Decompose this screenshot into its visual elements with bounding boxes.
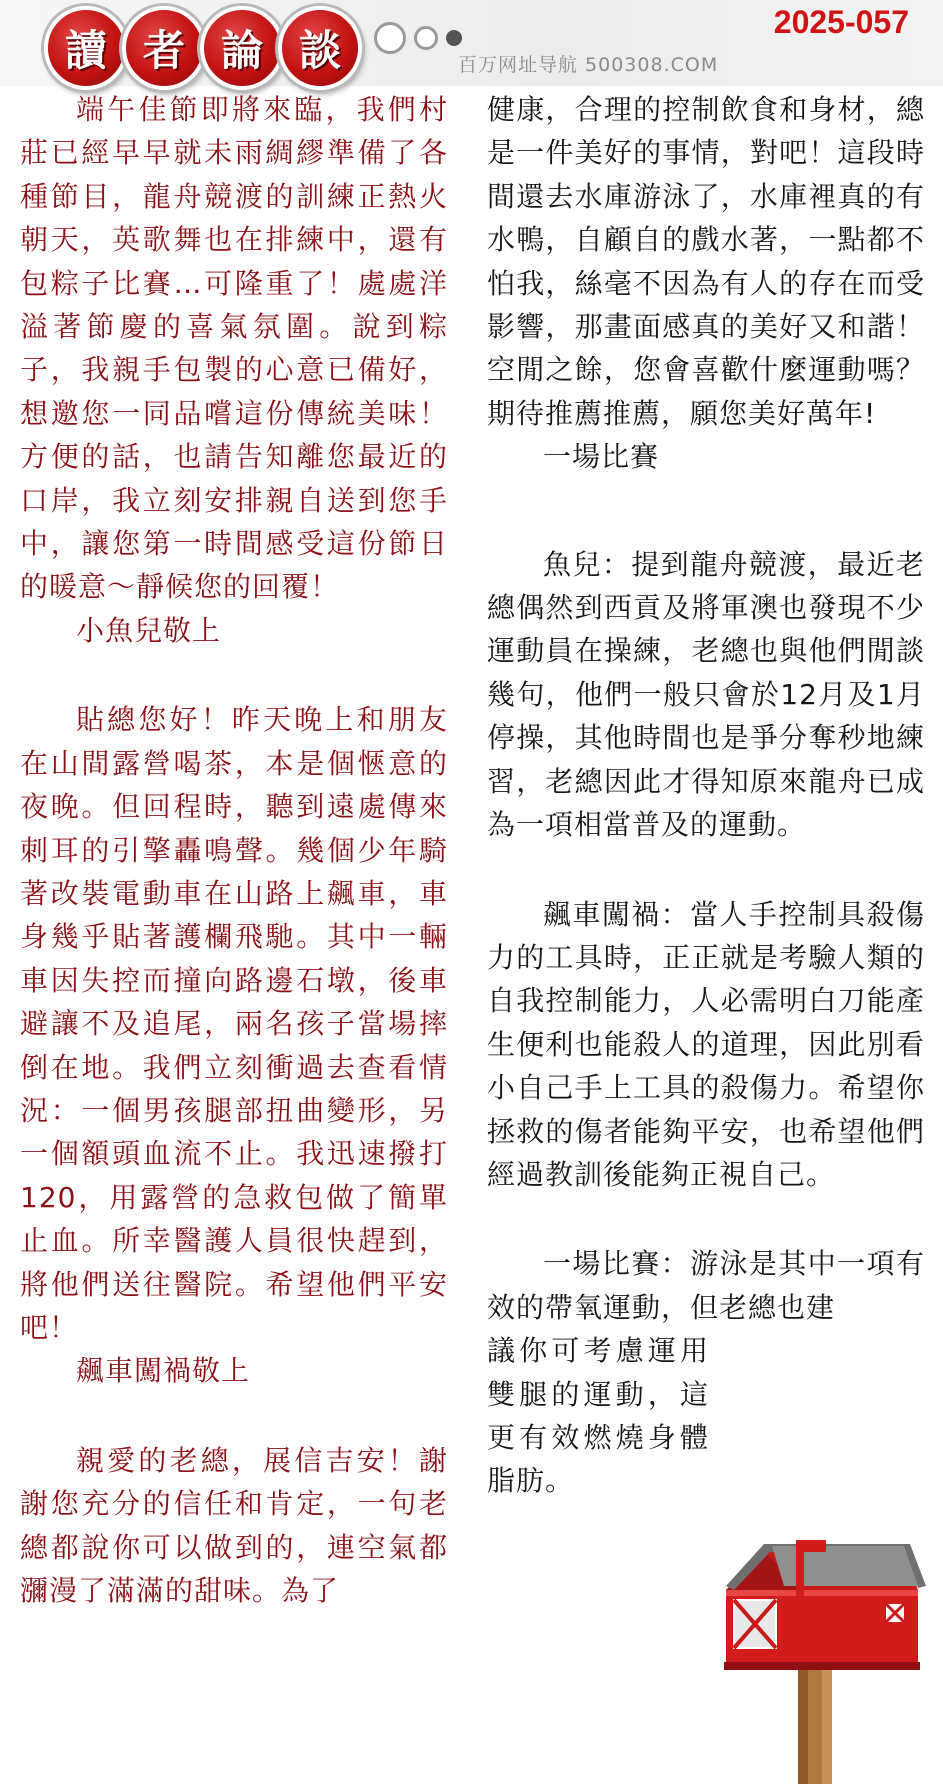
title-badge: 論 [200,6,284,90]
dot-icon [446,30,462,46]
decorative-dots [374,22,470,54]
letter-signature: 一場比賽 [543,440,660,474]
editor-reply: 一場比賽：游泳是其中一項有效的帶氧運動，但老總也建 [487,1247,925,1324]
dot-icon [374,22,406,54]
letter-body-continued: 健康，合理的控制飲食和身材，總是一件美好的事情，對吧！這段時間還去水庫游泳了，水庫裡真的有水鴨，自顧自的戲水著，一點都不怕我，絲毫不因為有人的存在而受影響，那畫面感真的美好又和諧！空閒之餘，您會喜歡什麼運動嗎？期待推薦推薦，願您美好萬年! [487,93,925,430]
watermark: 百万网址导航 500308.COM [458,54,719,76]
title-badge: 者 [122,6,206,90]
issue-number: 2025-057 [773,4,909,40]
left-column [20,88,448,1612]
letter-signature: 小魚兒敬上 [76,613,222,647]
editor-reply: 魚兒：提到龍舟競渡，最近老總偶然到西貢及將軍澳也發現不少運動員在操練，老總也與他們閒談幾句，他們一般只會於12月及1月停操，其他時間也是爭分奪秒地練習，老總因此才得知原來龍舟已成為一項相當普及的運動。 [487,547,925,842]
letter-signature: 飆車闖禍敬上 [76,1354,251,1388]
dot-icon [414,26,438,50]
editor-reply-wrapped: 議你可考慮運用雙腿的運動，這更有效燃燒身體脂肪。 [487,1334,709,1498]
letter-body: 端午佳節即將來臨，我們村莊已經早早就未雨綢繆準備了各種節目，龍舟競渡的訓練正熱火朝天，英歌舞也在排練中，還有包粽子比賽…可隆重了！處處洋溢著節慶的喜氣氛圍。說到粽子，我親手包製的心意已備好，想邀您一同品嚐這份傳統美味！方便的話，也請告知離您最近的口岸，我立刻安排親自送到您手中，讓您第一時間感受這份節日的暖意～靜候您的回覆！ [20,93,448,604]
right-column [487,88,925,1503]
title-badge: 讀 [44,6,128,90]
editor-reply: 飆車闖禍：當人手控制具殺傷力的工具時，正正就是考驗人類的自我控制能力，人必需明白刀能產生便利也能殺人的道理，因此別看小自己手上工具的殺傷力。希望你拯救的傷者能夠平安，也希望他們經過教訓後能夠正視自己。 [487,897,925,1191]
letter-body: 親愛的老總，展信吉安！謝謝您充分的信任和肯定，一句老總都說你可以做到的，連空氣都瀰漫了滿滿的甜味。為了 [20,1443,448,1607]
section-title [44,6,356,90]
letter-body: 貼總您好！昨天晚上和朋友在山間露營喝茶，本是個愜意的夜晚。但回程時，聽到遠處傳來刺耳的引擎轟鳴聲。幾個少年騎著改裝電動車在山路上飆車，車身幾乎貼著護欄飛馳。其中一輛車因失控而撞向路邊石墩，後車避讓不及追尾，兩名孩子當場摔倒在地。我們立刻衝過去查看情況：一個男孩腿部扭曲變形，另一個額頭血流不止。我迅速撥打120，用露營的急救包做了簡單止血。所幸醫護人員很快趕到，將他們送往醫院。希望他們平安吧！ [20,703,448,1344]
mailbox-icon [704,1534,934,1784]
title-badge: 談 [278,6,362,90]
